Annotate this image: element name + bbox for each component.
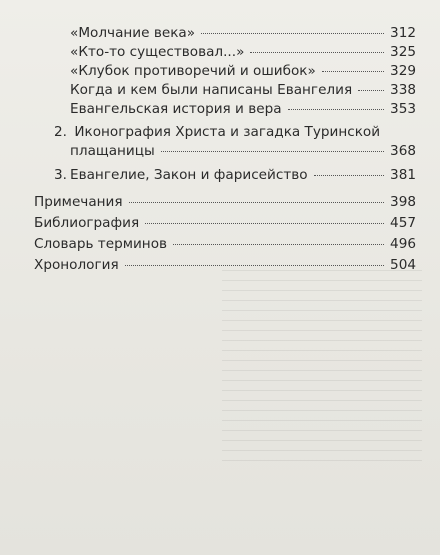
toc-entry-title: Словарь терминов: [34, 236, 168, 252]
toc-leader-dots: [358, 89, 384, 91]
toc-page-number: 312: [390, 25, 416, 41]
toc-entry-number: 2.: [54, 124, 67, 140]
toc-page-number: 353: [390, 101, 416, 117]
toc-leader-dots: [322, 70, 384, 72]
toc-entry-title: Иконография Христа и загадка Туринской: [74, 124, 381, 140]
toc-page-number: 338: [390, 82, 416, 98]
toc-entry-line1: [54, 123, 380, 141]
toc-leader-dots: [201, 32, 384, 34]
toc-entry: [34, 235, 416, 253]
toc-leader-dots: [250, 51, 384, 53]
toc-entry-title-continued: плащаницы: [70, 143, 155, 159]
toc-leader-dots: [173, 243, 384, 245]
toc-leader-dots: [161, 150, 384, 152]
toc-page-number: 398: [390, 194, 416, 210]
toc-page-number: 504: [390, 257, 416, 273]
toc-leader-dots: [145, 222, 384, 224]
toc-page-number: 381: [390, 167, 416, 183]
toc-entry-title: Хронология: [34, 257, 119, 273]
toc-entry-title: Примечания: [34, 194, 123, 210]
toc-entry: [70, 43, 416, 61]
toc-entry: [70, 24, 416, 42]
toc-entry: [34, 256, 416, 274]
toc-entry-title: Евангелие, Закон и фарисейство: [70, 167, 308, 183]
toc-page-number: 329: [390, 63, 416, 79]
bleed-through-text: [222, 270, 422, 470]
toc-entry: [70, 142, 416, 160]
toc-page-number: 457: [390, 215, 416, 231]
toc-entry-title: «Клубок противоречий и ошибок»: [70, 63, 316, 79]
toc-page-number: 496: [390, 236, 416, 252]
toc-entry: [34, 214, 416, 232]
toc-page-number: 368: [390, 143, 416, 159]
toc-entry: [54, 166, 416, 184]
toc-entry: [70, 81, 416, 99]
toc-entry-number: 3.: [54, 167, 67, 183]
toc-entry-title: «Молчание века»: [70, 25, 196, 41]
toc-leader-dots: [288, 108, 384, 110]
toc-entry: [34, 193, 416, 211]
toc-leader-dots: [129, 201, 384, 203]
toc-entry: [70, 62, 416, 80]
toc-entry: [70, 100, 416, 118]
toc-entry-title: «Кто-то существовал...»: [70, 44, 245, 60]
toc-page-number: 325: [390, 44, 416, 60]
toc-entry-title: Когда и кем были написаны Евангелия: [70, 82, 353, 98]
toc-leader-dots: [125, 264, 384, 266]
toc-entry-title: Библиография: [34, 215, 140, 231]
toc-leader-dots: [314, 174, 384, 176]
toc-entry-title: Евангельская история и вера: [70, 101, 282, 117]
